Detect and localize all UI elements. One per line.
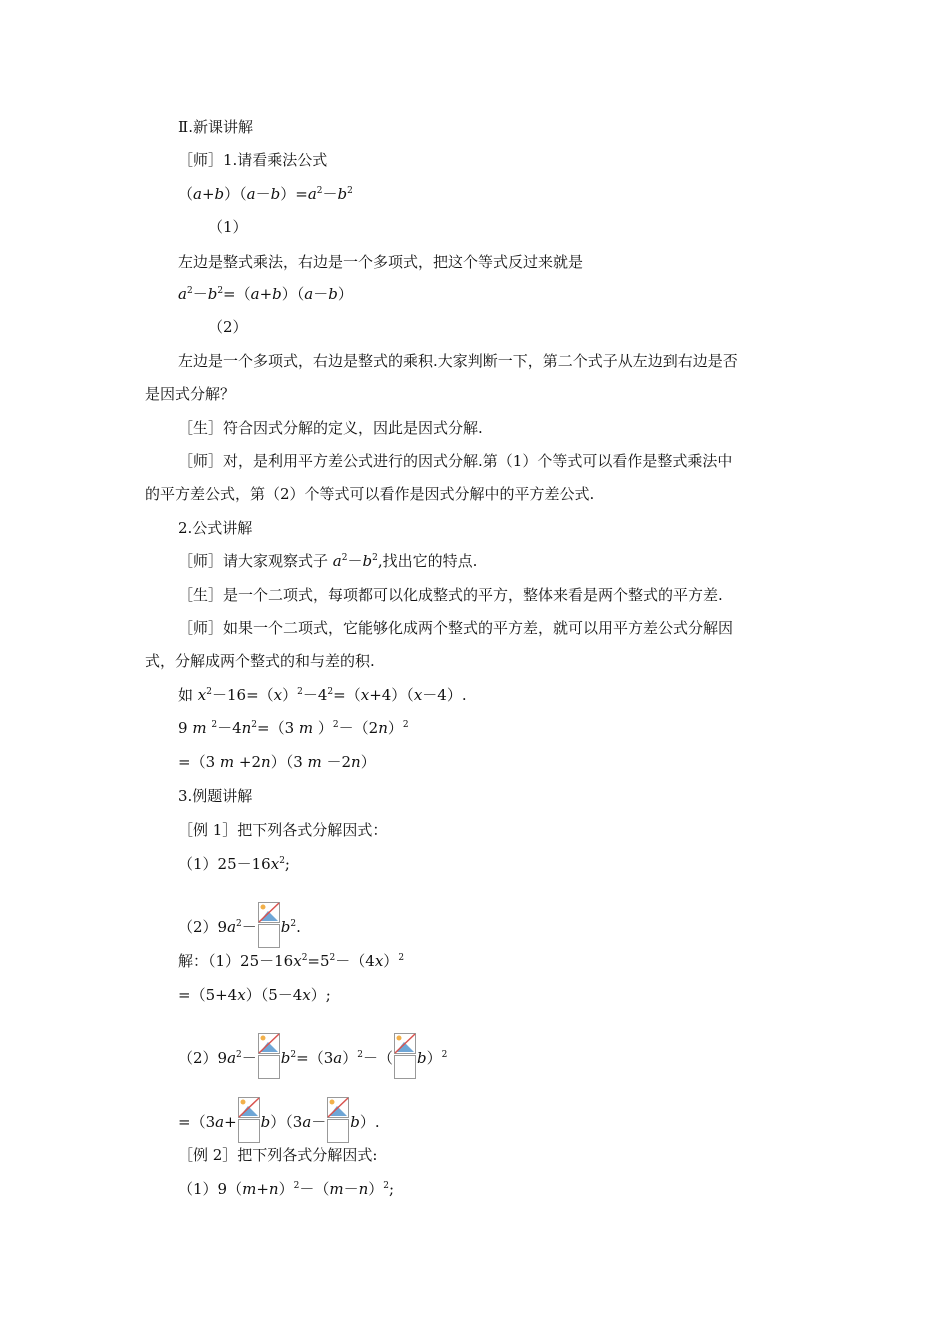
equation-number-1: （1） (208, 218, 248, 236)
teacher-rule-1: ［师］如果一个二项式，它能够化成两个整式的平方差，就可以用平方差公式分解因 (178, 619, 734, 637)
example-2-heading: ［例 2］把下列各式分解因式: (178, 1146, 378, 1164)
example-x-squared: 如 $x^2-16=(x)^2-4^2=(x+4)(x-4)$. (178, 686, 467, 704)
example-m-n-1: 9 m $^2-4n^2=(3$ m ）$^2-(2n)^2$ (178, 719, 409, 737)
fraction-image-icon (258, 902, 280, 948)
section-formula-explain: 2.公式讲解 (178, 519, 253, 537)
example-1-heading: ［例 1］把下列各式分解因式： (178, 821, 388, 839)
teacher-rule-2: 式，分解成两个整式的和与差的积. (145, 652, 375, 670)
fraction-image-icon (238, 1097, 260, 1143)
teacher-line-formula: ［师］1.请看乘法公式 (178, 151, 328, 169)
formula-product: $(a+b)(a-b)=a^2-b^2$ (178, 185, 353, 203)
equation-number-2: （2） (208, 318, 248, 336)
solution-1-line-1: 解：$(1)25-16x^2=5^2-(4x)^2$ (178, 952, 405, 970)
paragraph-judge-1: 左边是一个多项式，右边是整式的乘积.大家判断一下，第二个式子从左边到右边是否 (178, 352, 738, 370)
formula-factored: $a^2-b^2=(a+b)(a-b)$ (178, 285, 353, 303)
paragraph-judge-2: 是因式分解？ (145, 385, 236, 403)
solution-2-line-1: $(2)9a^2-$ $b^2=(3a)^2-$（ b）$^2$ (178, 1033, 447, 1079)
solution-1-line-2: =（5+4x）（5－4x）; (178, 986, 331, 1004)
section-examples: 3.例题讲解 (178, 787, 253, 805)
section-heading-new-lesson: Ⅱ.新课讲解 (178, 118, 253, 136)
example-1-item-1: $(1)25-16x^2$; (178, 855, 290, 873)
teacher-explain-1: ［师］对，是利用平方差公式进行的因式分解.第（1）个等式可以看作是整式乘法中 (178, 452, 733, 470)
teacher-explain-2: 的平方差公式，第（2）个等式可以看作是因式分解中的平方差公式. (145, 485, 595, 503)
student-answer-2: ［生］是一个二项式，每项都可以化成整式的平方，整体来看是两个整式的平方差. (178, 586, 723, 604)
solution-2-line-2: =（3a+ b）（3a－ b）. (178, 1097, 380, 1143)
example-2-item-1: $(1)9(m+n)^2-(m-n)^2$; (178, 1180, 395, 1198)
fraction-image-icon (327, 1097, 349, 1143)
fraction-image-icon (394, 1033, 416, 1079)
teacher-observe: ［师］请大家观察式子 $a^2-b^2$,找出它的特点. (178, 552, 478, 570)
fraction-image-icon (258, 1033, 280, 1079)
example-1-item-2: $(2)9a^2-$ $b^2$. (178, 902, 301, 948)
student-answer-1: ［生］符合因式分解的定义，因此是因式分解. (178, 419, 483, 437)
example-m-n-2: =（3 m +2n）（3 m －2n） (178, 753, 376, 771)
paragraph-reverse: 左边是整式乘法，右边是一个多项式，把这个等式反过来就是 (178, 253, 584, 271)
